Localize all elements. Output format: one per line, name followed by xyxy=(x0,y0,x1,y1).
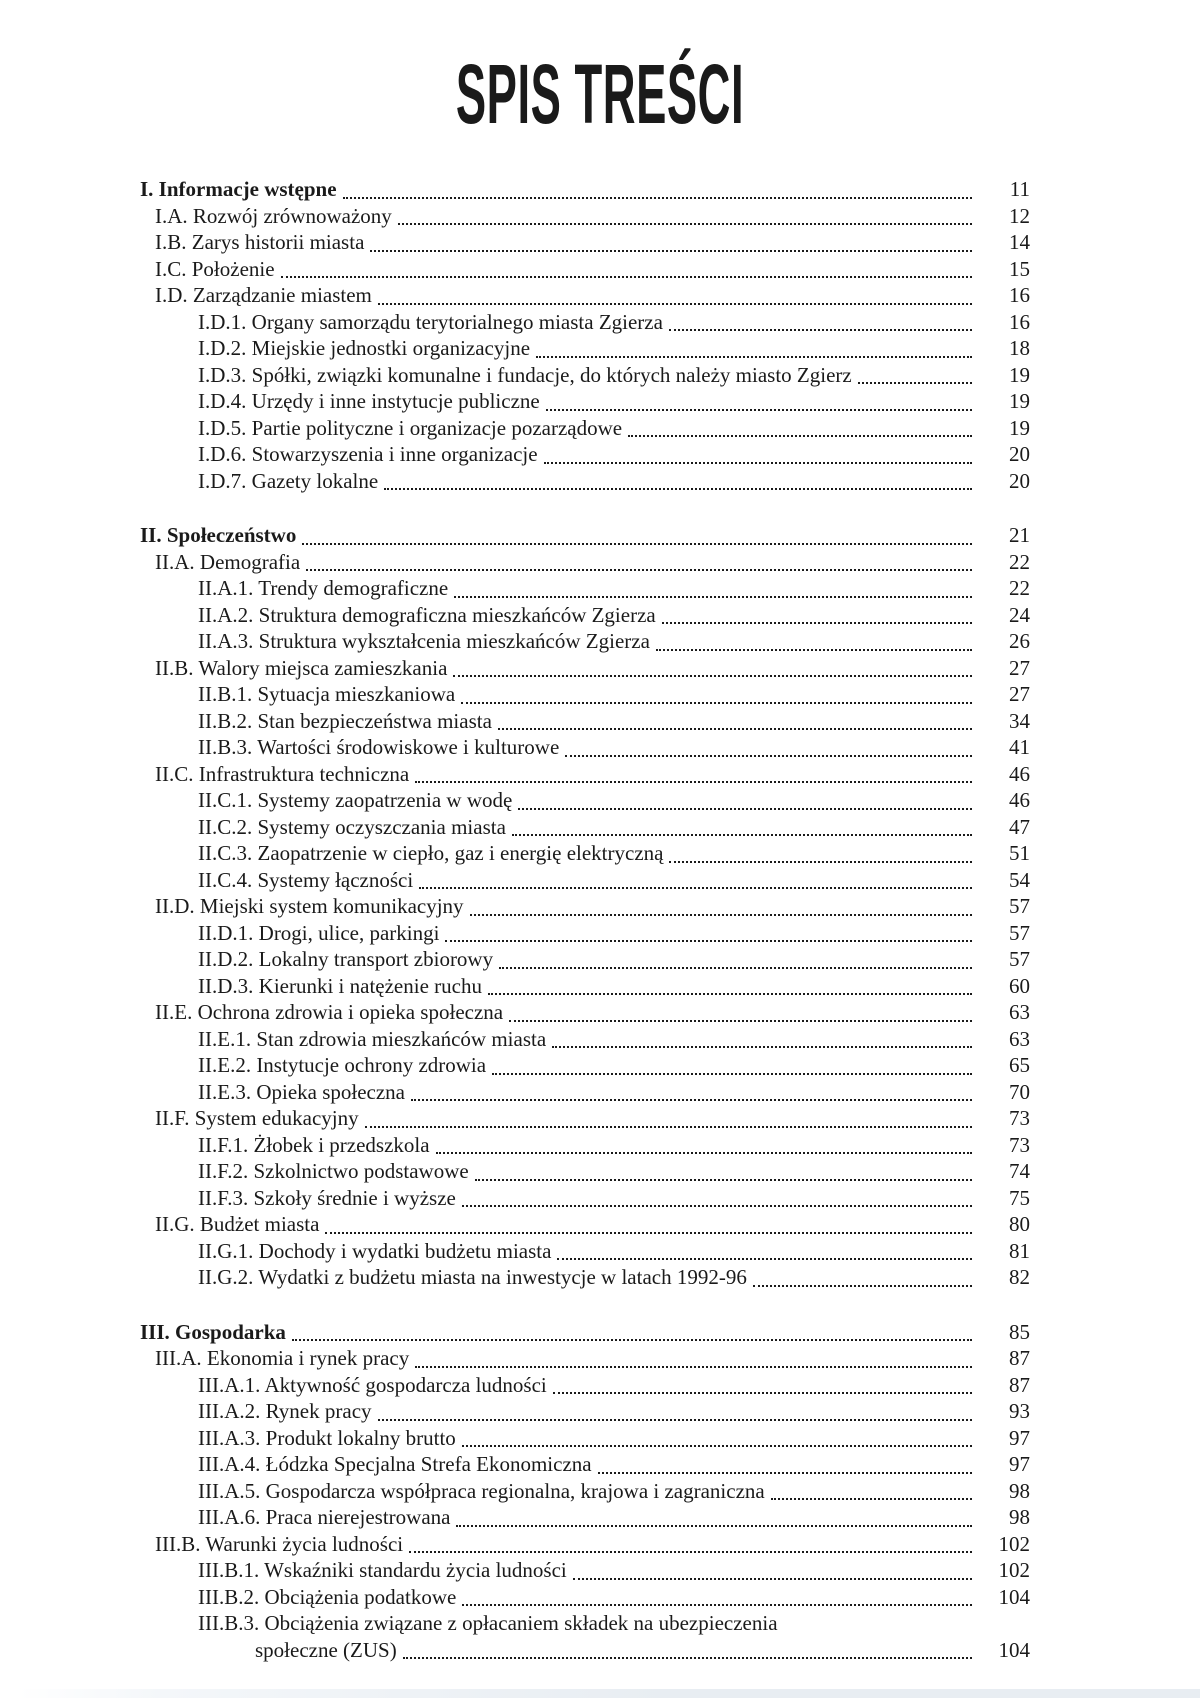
toc-entry-page: 97 xyxy=(1009,1425,1030,1450)
toc-entry xyxy=(140,549,1030,576)
toc-entry xyxy=(140,1105,1030,1132)
toc-entry-label: I.B. Zarys historii miasta xyxy=(155,230,365,254)
toc-entry-label: III.A.2. Rynek pracy xyxy=(198,1399,372,1423)
toc-entry xyxy=(140,1264,1030,1291)
toc-section xyxy=(140,176,1030,494)
toc-entry-page: 81 xyxy=(1009,1238,1030,1263)
toc-entry xyxy=(140,176,1030,203)
toc-entry xyxy=(140,1451,1030,1478)
toc-entry xyxy=(140,1557,1030,1584)
toc-entry-label: II.G. Budżet miasta xyxy=(155,1212,320,1236)
toc-entry xyxy=(140,229,1030,256)
toc-entry xyxy=(140,973,1030,1000)
toc-entry-page: 27 xyxy=(1009,682,1030,706)
toc-entry xyxy=(140,1026,1030,1053)
toc-entry-label: I.D.7. Gazety lokalne xyxy=(198,468,379,493)
toc-entry-label: II.F. System edukacyjny xyxy=(155,1106,359,1130)
toc-entry xyxy=(140,1478,1030,1505)
toc-entry-label: II.B.3. Wartości środowiskowe i kulturowe xyxy=(198,735,560,759)
toc-entry xyxy=(140,522,1030,549)
toc-entry-page: 65 xyxy=(1009,1053,1030,1077)
toc-entry-page: 87 xyxy=(1009,1346,1030,1370)
toc-entry-page: 20 xyxy=(1009,442,1030,466)
toc-entry-page: 60 xyxy=(1009,973,1030,998)
toc-entry-label: II.D.2. Lokalny transport zbiorowy xyxy=(198,947,494,971)
toc-entry-label: I.D.1. Organy samorządu terytorialnego miasta Zgierza xyxy=(198,309,663,334)
dot-leader xyxy=(325,1224,972,1234)
toc-entry xyxy=(140,256,1030,283)
toc-entry-page: 18 xyxy=(1009,336,1030,360)
toc-entry-page: 98 xyxy=(1009,1478,1030,1503)
toc-entry-label: II.C.1. Systemy zaopatrzenia w wodę xyxy=(198,788,513,812)
dot-leader xyxy=(378,295,972,305)
toc-entry xyxy=(140,388,1030,415)
dot-leader xyxy=(492,1065,972,1075)
toc-entry-page: 80 xyxy=(1009,1212,1030,1236)
toc-entry-label: I.D.3. Spółki, związki komunalne i fundacje, do których należy miasto Zgierz xyxy=(198,362,852,387)
toc-entry-page: 14 xyxy=(1009,230,1030,254)
dot-leader xyxy=(536,348,972,358)
toc-entry-label: II.E.1. Stan zdrowia mieszkańców miasta xyxy=(198,1026,547,1051)
toc-entry-page: 75 xyxy=(1009,1185,1030,1210)
toc-entry xyxy=(140,681,1030,708)
toc-entry xyxy=(140,1158,1030,1185)
dot-leader xyxy=(370,242,972,252)
toc-entry-page: 82 xyxy=(1009,1265,1030,1289)
dot-leader xyxy=(415,773,972,783)
toc-entry-page: 21 xyxy=(1009,523,1030,547)
toc-entry-label: I.D.4. Urzędy i inne instytucje publiczne xyxy=(198,389,540,413)
toc-entry-page: 26 xyxy=(1009,629,1030,653)
toc-entry-label: II.D.1. Drogi, ulice, parkingi xyxy=(198,920,440,945)
dot-leader xyxy=(565,747,972,757)
toc-entry-page: 104 xyxy=(998,1584,1030,1609)
toc-entry-page: 16 xyxy=(1009,283,1030,307)
dot-leader xyxy=(454,588,972,598)
toc-entry xyxy=(140,628,1030,655)
toc-entry-label: II.B.2. Stan bezpieczeństwa miasta xyxy=(198,708,492,733)
dot-leader xyxy=(552,1038,972,1048)
toc-entry-page: 57 xyxy=(1009,947,1030,971)
toc-entry-label: II. Społeczeństwo xyxy=(140,523,297,547)
toc-entry-label: społeczne (ZUS) xyxy=(255,1637,397,1662)
toc-entry-label: III.A.3. Produkt lokalny brutto xyxy=(198,1425,456,1450)
dot-leader xyxy=(456,1517,972,1527)
table-of-contents xyxy=(140,176,1030,1663)
toc-entry xyxy=(140,734,1030,761)
dot-leader xyxy=(453,667,972,677)
dot-leader xyxy=(662,614,972,624)
toc-entry xyxy=(140,946,1030,973)
toc-entry-label: III.B.1. Wskaźniki standardu życia ludności xyxy=(198,1558,567,1582)
toc-entry-label: III.A.5. Gospodarcza współpraca regionalna, krajowa i zagraniczna xyxy=(198,1478,765,1503)
dot-leader xyxy=(546,401,972,411)
toc-entry-page: 73 xyxy=(1009,1106,1030,1130)
toc-entry-label: III.B.2. Obciążenia podatkowe xyxy=(198,1584,457,1609)
toc-entry-label: II.F.3. Szkoły średnie i wyższe xyxy=(198,1185,456,1210)
dot-leader xyxy=(445,932,972,942)
toc-entry-page: 41 xyxy=(1009,735,1030,759)
toc-entry xyxy=(140,203,1030,230)
toc-entry-label: I.D.2. Miejskie jednostki organizacyjne xyxy=(198,336,531,360)
toc-entry-page: 74 xyxy=(1009,1159,1030,1183)
toc-entry-page: 16 xyxy=(1009,309,1030,334)
toc-entry xyxy=(140,441,1030,468)
toc-entry-page: 27 xyxy=(1009,655,1030,680)
toc-entry xyxy=(140,920,1030,947)
dot-leader xyxy=(858,374,972,384)
toc-entry xyxy=(140,1319,1030,1346)
toc-entry-page: 63 xyxy=(1009,1026,1030,1051)
dot-leader xyxy=(281,268,972,278)
toc-entry-label: II.E.3. Opieka społeczna xyxy=(198,1079,405,1104)
toc-entry-label: II.F.2. Szkolnictwo podstawowe xyxy=(198,1159,469,1183)
dot-leader xyxy=(384,480,972,490)
toc-entry-page: 54 xyxy=(1009,867,1030,892)
toc-entry-label: III.B. Warunki życia ludności xyxy=(155,1531,404,1556)
toc-entry-page: 34 xyxy=(1009,708,1030,733)
toc-entry-label: I. Informacje wstępne xyxy=(140,177,337,201)
toc-entry-page: 20 xyxy=(1009,468,1030,493)
toc-entry xyxy=(140,309,1030,336)
toc-entry-page: 11 xyxy=(1009,177,1030,201)
toc-entry-label: II.C.3. Zaopatrzenie w ciepło, gaz i energię elektryczną xyxy=(198,841,664,865)
toc-entry xyxy=(140,282,1030,309)
toc-entry-label: II.D.3. Kierunki i natężenie ruchu xyxy=(198,973,482,998)
toc-entry-page: 47 xyxy=(1009,814,1030,839)
toc-entry-label: II.C.2. Systemy oczyszczania miasta xyxy=(198,814,506,839)
dot-leader xyxy=(573,1570,972,1580)
dot-leader xyxy=(518,800,972,810)
toc-entry-page: 104 xyxy=(998,1637,1030,1662)
toc-entry-page: 85 xyxy=(1009,1319,1030,1344)
toc-entry xyxy=(140,1637,1030,1664)
dot-leader xyxy=(557,1250,972,1260)
toc-entry-label: I.A. Rozwój zrównoważony xyxy=(155,203,392,228)
toc-entry-label: III.A. Ekonomia i rynek pracy xyxy=(155,1346,410,1370)
toc-entry-label: II.C.4. Systemy łączności xyxy=(198,867,414,892)
dot-leader xyxy=(598,1464,972,1474)
toc-entry-page: 57 xyxy=(1009,920,1030,945)
toc-entry-label: III.A.1. Aktywność gospodarcza ludności xyxy=(198,1372,547,1397)
dot-leader xyxy=(656,641,972,651)
toc-entry-label: I.C. Położenie xyxy=(155,256,275,281)
toc-entry-page: 19 xyxy=(1009,362,1030,387)
toc-entry-page: 102 xyxy=(998,1558,1030,1582)
dot-leader xyxy=(461,694,972,704)
toc-entry-page: 24 xyxy=(1009,602,1030,627)
dot-leader xyxy=(753,1277,972,1287)
toc-entry-page: 93 xyxy=(1009,1399,1030,1423)
dot-leader xyxy=(669,853,972,863)
toc-entry-page: 87 xyxy=(1009,1372,1030,1397)
toc-entry-label: II.E. Ochrona zdrowia i opieka społeczna xyxy=(155,1000,504,1024)
toc-entry-page: 51 xyxy=(1009,841,1030,865)
dot-leader xyxy=(403,1649,972,1659)
toc-entry-page: 57 xyxy=(1009,894,1030,918)
dot-leader xyxy=(771,1490,972,1500)
toc-entry-page: 73 xyxy=(1009,1132,1030,1157)
toc-section xyxy=(140,1319,1030,1664)
toc-entry-page: 98 xyxy=(1009,1505,1030,1529)
dot-leader xyxy=(378,1411,972,1421)
dot-leader xyxy=(512,826,972,836)
toc-entry xyxy=(140,1584,1030,1611)
toc-entry xyxy=(140,893,1030,920)
dot-leader xyxy=(462,1437,972,1447)
toc-entry-page: 70 xyxy=(1009,1079,1030,1104)
toc-entry xyxy=(140,708,1030,735)
dot-leader xyxy=(628,427,972,437)
toc-entry-label: II.A. Demografia xyxy=(155,549,301,574)
dot-leader xyxy=(292,1331,972,1341)
toc-entry-page: 97 xyxy=(1009,1452,1030,1476)
toc-entry-label: II.F.1. Żłobek i przedszkola xyxy=(198,1132,430,1157)
toc-entry-label: III.A.6. Praca nierejestrowana xyxy=(198,1505,451,1529)
toc-entry-page: 15 xyxy=(1009,256,1030,281)
toc-entry-label: II.C. Infrastruktura techniczna xyxy=(155,761,410,786)
toc-section xyxy=(140,522,1030,1291)
toc-entry xyxy=(140,1185,1030,1212)
toc-entry-page: 63 xyxy=(1009,1000,1030,1024)
toc-entry-page: 46 xyxy=(1009,788,1030,812)
dot-leader xyxy=(470,906,972,916)
toc-entry-label: I.D. Zarządzanie miastem xyxy=(155,283,372,307)
toc-entry xyxy=(140,840,1030,867)
dot-leader xyxy=(411,1091,972,1101)
page-edge-shadow xyxy=(18,1689,1200,1698)
toc-entry xyxy=(140,468,1030,495)
toc-entry-page: 22 xyxy=(1009,576,1030,600)
dot-leader xyxy=(498,720,972,730)
toc-entry xyxy=(140,761,1030,788)
dot-leader xyxy=(398,215,972,225)
toc-entry xyxy=(140,787,1030,814)
toc-entry-label: I.D.5. Partie polityczne i organizacje pozarządowe xyxy=(198,415,623,440)
toc-entry-label: II.D. Miejski system komunikacyjny xyxy=(155,894,464,918)
dot-leader xyxy=(462,1197,972,1207)
dot-leader xyxy=(436,1144,972,1154)
toc-entry xyxy=(140,1398,1030,1425)
toc-entry xyxy=(140,655,1030,682)
toc-entry xyxy=(140,575,1030,602)
dot-leader xyxy=(488,985,972,995)
toc-entry xyxy=(140,1610,1030,1637)
toc-entry xyxy=(140,1425,1030,1452)
toc-entry-label: II.G.1. Dochody i wydatki budżetu miasta xyxy=(198,1238,552,1263)
toc-entry-label: II.G.2. Wydatki z budżetu miasta na inwestycje w latach 1992-96 xyxy=(198,1265,747,1289)
toc-entry xyxy=(140,362,1030,389)
toc-entry xyxy=(140,867,1030,894)
toc-entry-label: II.B.1. Sytuacja mieszkaniowa xyxy=(198,682,456,706)
toc-entry-label: III. Gospodarka xyxy=(140,1319,286,1344)
toc-entry xyxy=(140,1345,1030,1372)
toc-entry-label: II.B. Walory miejsca zamieszkania xyxy=(155,655,448,680)
dot-leader xyxy=(499,959,972,969)
toc-entry-label: II.A.1. Trendy demograficzne xyxy=(198,576,449,600)
toc-entry xyxy=(140,1238,1030,1265)
toc-entry xyxy=(140,335,1030,362)
toc-entry-page: 46 xyxy=(1009,761,1030,786)
toc-entry xyxy=(140,415,1030,442)
toc-entry xyxy=(140,1531,1030,1558)
toc-entry xyxy=(140,1079,1030,1106)
toc-entry xyxy=(140,1132,1030,1159)
page-title: SPIS TREŚCI xyxy=(455,47,745,141)
toc-entry-label: II.A.2. Struktura demograficzna mieszkańców Zgierza xyxy=(198,602,656,627)
toc-entry xyxy=(140,602,1030,629)
toc-entry-label: II.A.3. Struktura wykształcenia mieszkańców Zgierza xyxy=(198,629,650,653)
toc-entry-label: II.E.2. Instytucje ochrony zdrowia xyxy=(198,1053,487,1077)
dot-leader xyxy=(553,1384,972,1394)
toc-entry-page: 12 xyxy=(1009,203,1030,228)
toc-entry-page: 102 xyxy=(998,1531,1030,1556)
dot-leader xyxy=(544,454,972,464)
toc-entry-page: 19 xyxy=(1009,389,1030,413)
toc-entry xyxy=(140,1052,1030,1079)
dot-leader xyxy=(302,535,972,545)
dot-leader xyxy=(669,321,972,331)
toc-entry xyxy=(140,814,1030,841)
toc-entry-page: 22 xyxy=(1009,549,1030,574)
toc-entry-label: III.A.4. Łódzka Specjalna Strefa Ekonomiczna xyxy=(198,1452,592,1476)
toc-entry xyxy=(140,1372,1030,1399)
dot-leader xyxy=(343,189,972,199)
dot-leader xyxy=(415,1358,972,1368)
dot-leader xyxy=(419,879,972,889)
dot-leader xyxy=(365,1118,972,1128)
dot-leader xyxy=(409,1543,972,1553)
toc-entry-label: III.B.3. Obciążenia związane z opłacaniem składek na ubezpieczenia xyxy=(198,1611,778,1635)
toc-entry-label: I.D.6. Stowarzyszenia i inne organizacje xyxy=(198,442,538,466)
dot-leader xyxy=(462,1596,972,1606)
toc-entry xyxy=(140,999,1030,1026)
toc-entry-page: 19 xyxy=(1009,415,1030,440)
toc-entry xyxy=(140,1504,1030,1531)
dot-leader xyxy=(306,561,972,571)
dot-leader xyxy=(509,1012,972,1022)
dot-leader xyxy=(475,1171,972,1181)
toc-entry xyxy=(140,1211,1030,1238)
